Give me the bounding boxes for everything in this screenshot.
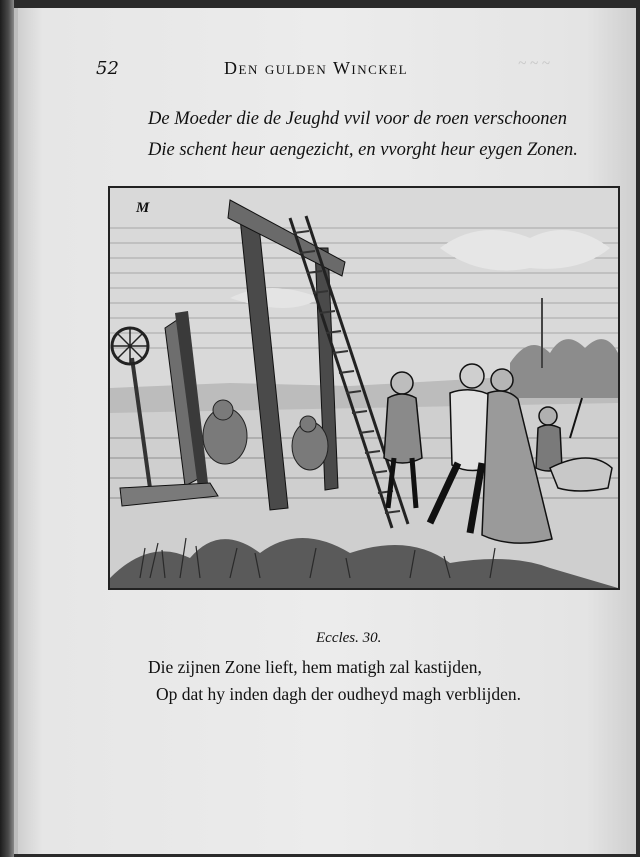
- verse-line-2: Op dat hy inden dagh der oudheyd magh verblijden.: [156, 684, 521, 704]
- book-gutter: [0, 0, 14, 857]
- running-head: Den gulden Winckel: [224, 58, 409, 78]
- book-page: [14, 8, 636, 854]
- page-number: 52: [96, 58, 119, 79]
- scripture-reference: Eccles. 30.: [316, 630, 382, 646]
- motto-couplet: [148, 104, 618, 166]
- engraving-illustration: [110, 188, 618, 588]
- show-through-text: ~ ~ ~: [518, 56, 550, 72]
- motto-line-1: De Moeder die de Jeughd vvil voor de roen verschoonen: [148, 109, 568, 129]
- verse-couplet: [148, 654, 618, 708]
- plate-letter: M: [136, 200, 150, 216]
- motto-line-2: Die schent heur aengezicht, en vvorght heur eygen Zonen.: [148, 140, 578, 160]
- verse-line-1: Die zijnen Zone lieft, hem matigh zal kastijden,: [148, 657, 482, 677]
- engraving-plate: [108, 186, 620, 590]
